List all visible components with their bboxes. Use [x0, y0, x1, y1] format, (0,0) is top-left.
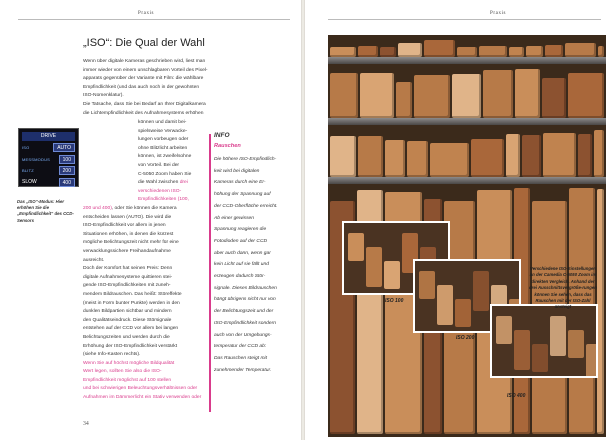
text-line: Fotodioden auf der CCD: [214, 238, 268, 244]
text-line: Ab einer gewissen: [214, 215, 254, 221]
text-line: [83, 274, 209, 283]
highlight-text: Aufnahmen im Dämmerlicht ein Stativ verwenden oder: [83, 395, 202, 401]
wooden-block: [407, 141, 428, 177]
iso-400-label: ISO 400: [507, 393, 526, 399]
lcd-label: ISO: [22, 145, 30, 150]
text-line: [83, 394, 209, 403]
line-text: lungen vorbeugen oder: [138, 137, 189, 143]
text-line: [138, 119, 208, 128]
page-number-left: 34: [83, 421, 89, 427]
wooden-block: [457, 47, 477, 57]
wooden-block: [473, 271, 489, 311]
line-text: den Qualitätseindruck. Diese Störsignale: [83, 317, 172, 323]
text-line: [138, 153, 208, 162]
wooden-block: [550, 316, 566, 356]
wooden-block: [479, 46, 507, 57]
text-line: [138, 145, 208, 154]
highlight-text: 200 und 400): [83, 206, 112, 211]
line-text: können, ist zweifelsohne: [138, 154, 192, 160]
wooden-block: [514, 330, 530, 370]
highlight-text: drei: [179, 180, 188, 186]
lcd-row-iso: [22, 143, 75, 153]
wooden-block: [348, 233, 364, 261]
lcd-drive-label: DRIVE: [22, 132, 75, 141]
header-rule-right: [328, 19, 601, 20]
text-line: [83, 239, 209, 248]
text-line: Kameras durch eine Er-: [214, 180, 266, 186]
intro-paragraph: [83, 58, 288, 118]
text-line: [138, 128, 208, 137]
lcd-value: 100: [59, 155, 75, 164]
text-line: Die höhere ISO-Empfindlich-: [214, 157, 277, 162]
wooden-block: [568, 330, 584, 358]
text-line: der Belichtungszeit und der: [214, 309, 274, 315]
wooden-block: [509, 47, 524, 57]
text-line: [138, 136, 208, 145]
text-line: [83, 368, 209, 377]
text-line: apparats gegenüber der Variante mit Film: die wählbare: [83, 76, 204, 82]
wooden-block: [396, 82, 412, 118]
lcd-value: 200: [59, 166, 75, 175]
lcd-row-blitz: [22, 166, 75, 176]
text-line: [83, 317, 209, 326]
line-text: (siehe Info-Kasten rechts).: [83, 352, 141, 358]
camera-lcd-screenshot: [18, 128, 79, 187]
text-line: [83, 257, 209, 266]
wooden-block: [385, 140, 405, 177]
wooden-block: [424, 40, 455, 57]
line-text: ausreicht.: [83, 257, 105, 263]
info-heading: INFO: [214, 132, 230, 139]
lcd-label: BLITZ: [22, 168, 34, 173]
line-text: von Vorteil. Bei der: [138, 162, 180, 168]
highlight-text: Wenn Sie auf höchst mögliche Bildqualität: [83, 360, 175, 366]
text-line: hängt übrigens nicht nur von: [214, 297, 276, 303]
text-line: [138, 196, 208, 205]
wooden-block: [360, 73, 394, 118]
header-rule-left: [18, 19, 290, 20]
wooden-block: [594, 130, 604, 177]
wooden-block: [455, 299, 471, 327]
wooden-block: [532, 344, 548, 372]
line-text: Erhöhung der ISO-Empfindlichkeit verstärkt: [83, 343, 178, 349]
text-line: [83, 300, 209, 309]
shelf-board: [328, 57, 606, 64]
text-line: [138, 188, 208, 197]
text-line: [83, 214, 209, 223]
photo-caption: Verschiedene ISO-Einstellungen an der Camedia C-5050 Zoom im direkten Vergleich. Anhand der drei Ausschnittsvergröße-rungen können Sie sehen, dass das Rauschen mit der ISO-Zahl ansteigt: [529, 266, 597, 310]
text-line: [83, 205, 209, 214]
wooden-block: [578, 134, 592, 177]
text-line: aber auch dann, wenn gar: [214, 250, 271, 256]
wooden-block: [437, 285, 453, 325]
wooden-block: [358, 46, 378, 57]
article-title: „ISO“: Die Qual der Wahl: [83, 37, 205, 49]
wooden-block: [358, 136, 383, 177]
text-line: [83, 291, 209, 300]
text-line: erzeugen dadurch Stör-: [214, 274, 266, 280]
line-text: ohne Blitzlicht arbeiten: [138, 145, 188, 151]
wooden-block: [452, 74, 481, 118]
line-text: digitale Aufnahmesysteme quittieren stei-: [83, 274, 173, 280]
text-line: zunehmender Temperatur.: [214, 367, 272, 373]
info-box-text: [214, 154, 296, 376]
highlight-text: Wert legen, sollten Sie also die ISO-: [83, 369, 162, 375]
text-line: [83, 351, 209, 360]
text-line: [83, 377, 209, 386]
wooden-block: [565, 43, 596, 57]
line-text: Situationen erhöhen, in denen die kürzest: [83, 231, 174, 237]
line-text: ISO-Empfindlichkeit vor allem in jenen: [83, 223, 166, 229]
info-subheading: Rauschen: [214, 143, 241, 149]
text-line: Die Tatsache, dass Sie bei Bedarf an Ihrer Digitalkamera: [83, 101, 206, 107]
highlight-text: Empfindlichkeit möglichst auf 100 stellen: [83, 377, 172, 383]
text-line: ISO-Nomenklatur).: [83, 93, 124, 99]
line-text: C-5050 Zoom haben Sie: [138, 171, 192, 177]
highlight-text: Empfindlichkeiten (100,: [138, 197, 189, 203]
line-text: dunklen Bildpartien sichtbar und mindern: [83, 309, 172, 315]
wooden-block: [483, 70, 513, 118]
wooden-block: [419, 271, 435, 299]
line-text: die Wahl zwischen: [138, 180, 180, 186]
wooden-block: [543, 133, 576, 177]
text-line: [83, 265, 209, 274]
iso-200-label: ISO 200: [456, 335, 475, 341]
line-text: spielsweise Verwacke-: [138, 128, 188, 134]
text-line: Wenn über digitale Kameras geschrieben wird, liest man: [83, 59, 206, 64]
wooden-block: [398, 43, 422, 57]
wooden-block: [380, 47, 396, 57]
shelf-board: [328, 118, 606, 125]
wooden-block: [522, 135, 541, 177]
left-page: [0, 0, 301, 440]
text-line: signale. Dieses Bildrauschen: [214, 285, 277, 291]
wooden-block: [496, 316, 512, 344]
line-text: mendem Bildrauschen. Das heißt: Störeffekte: [83, 291, 182, 297]
iso-100-label: ISO 100: [385, 298, 404, 304]
text-line: [83, 334, 209, 343]
line-text: mögliche Belichtungszeit nicht mehr für eine: [83, 240, 179, 246]
text-line: [83, 282, 209, 291]
iso-400-crop: [490, 304, 598, 378]
lcd-value: 400: [59, 178, 75, 187]
lcd-value: AUTO: [53, 143, 75, 152]
lcd-row-messmodus: [22, 154, 75, 164]
wooden-block: [384, 261, 400, 289]
text-line: [138, 171, 208, 180]
line-text: Doch der Komfort hat seinen Preis: Denn: [83, 266, 173, 272]
text-line: die Lichtempfindlichkeit des Aufnahmesystems erhöhen: [83, 110, 204, 116]
text-line: Empfindlichkeit (und das auch noch in der gewohnten: [83, 84, 200, 90]
line-text: Belichtungszeiten und werden durch die: [83, 334, 170, 340]
narrow-column-text: [138, 119, 208, 205]
info-box-accent-bar: [209, 134, 211, 412]
line-text: , oder Sie können die Kamera: [111, 206, 177, 211]
wooden-block: [506, 134, 520, 177]
wooden-block: [598, 46, 604, 57]
text-line: keit wird bei digitalen: [214, 168, 260, 174]
lcd-row-slow: [22, 177, 75, 187]
line-text: entscheiden lassen (AUTO). Die wird die: [83, 214, 172, 220]
running-head-left: Praxis: [138, 11, 155, 16]
lcd-caption: Das „ISO“-Modus: Hier erhöhen Sie die „Empfindlichkeit“ des CCD-Sensors: [17, 199, 74, 223]
text-line: [83, 325, 209, 334]
text-line: [83, 222, 209, 231]
text-line: höhung der Spannung auf: [214, 192, 271, 198]
text-line: [138, 162, 208, 171]
wooden-block: [568, 73, 604, 118]
main-body-text: [83, 205, 209, 403]
wooden-block: [515, 69, 540, 118]
line-text: können und damit bei-: [138, 120, 187, 125]
running-head-right: Praxis: [490, 11, 507, 16]
text-line: [83, 248, 209, 257]
shelf-board: [328, 177, 606, 184]
wooden-block: [430, 143, 469, 177]
text-line: ISO-Empfindlichkeit sondern: [214, 320, 276, 326]
wooden-block: [330, 73, 358, 118]
wooden-block: [330, 136, 356, 177]
line-text: entstehen auf der CCD vor allem bei langen: [83, 326, 179, 332]
text-line: der CCD-Oberfläche erreicht.: [214, 203, 278, 209]
text-line: immer wieder von einem unschlagbaren Vorteil des Pixel-: [83, 67, 208, 73]
highlight-text: verschiedenen ISO-: [138, 188, 182, 194]
wooden-block: [366, 247, 382, 287]
lcd-label: MESSMODUS: [22, 156, 51, 162]
text-line: [83, 385, 209, 394]
wooden-block: [471, 139, 504, 177]
text-line: [83, 360, 209, 369]
text-line: temperatur der CCD ab:: [214, 344, 267, 350]
line-text: (meist in Form bunter Punkte) werden in den: [83, 300, 180, 306]
wooden-block: [597, 189, 604, 434]
line-text: verwacklungssichere Freihandaufnahme: [83, 248, 171, 254]
lcd-label: SLOW: [22, 178, 37, 185]
text-line: [138, 179, 208, 188]
text-line: [83, 343, 209, 352]
wooden-block: [330, 47, 356, 57]
wooden-block: [414, 75, 450, 118]
line-text: gende ISO-Empfindlichkeiten mit zuneh-: [83, 283, 171, 289]
text-line: Das Rauschen steigt mit: [214, 355, 268, 361]
highlight-text: und bei schwierigen Beleuchtungsverhältnissen oder: [83, 386, 198, 392]
text-line: Spannung reagieren die: [214, 227, 267, 233]
wooden-block: [545, 45, 563, 57]
text-line: [83, 308, 209, 317]
text-line: kein Licht auf sie fällt und: [214, 262, 269, 268]
wooden-block: [526, 46, 543, 57]
text-line: auch von der Umgebungs-: [214, 332, 272, 338]
wooden-block: [542, 78, 566, 118]
wooden-block: [586, 344, 598, 378]
text-line: [83, 231, 209, 240]
